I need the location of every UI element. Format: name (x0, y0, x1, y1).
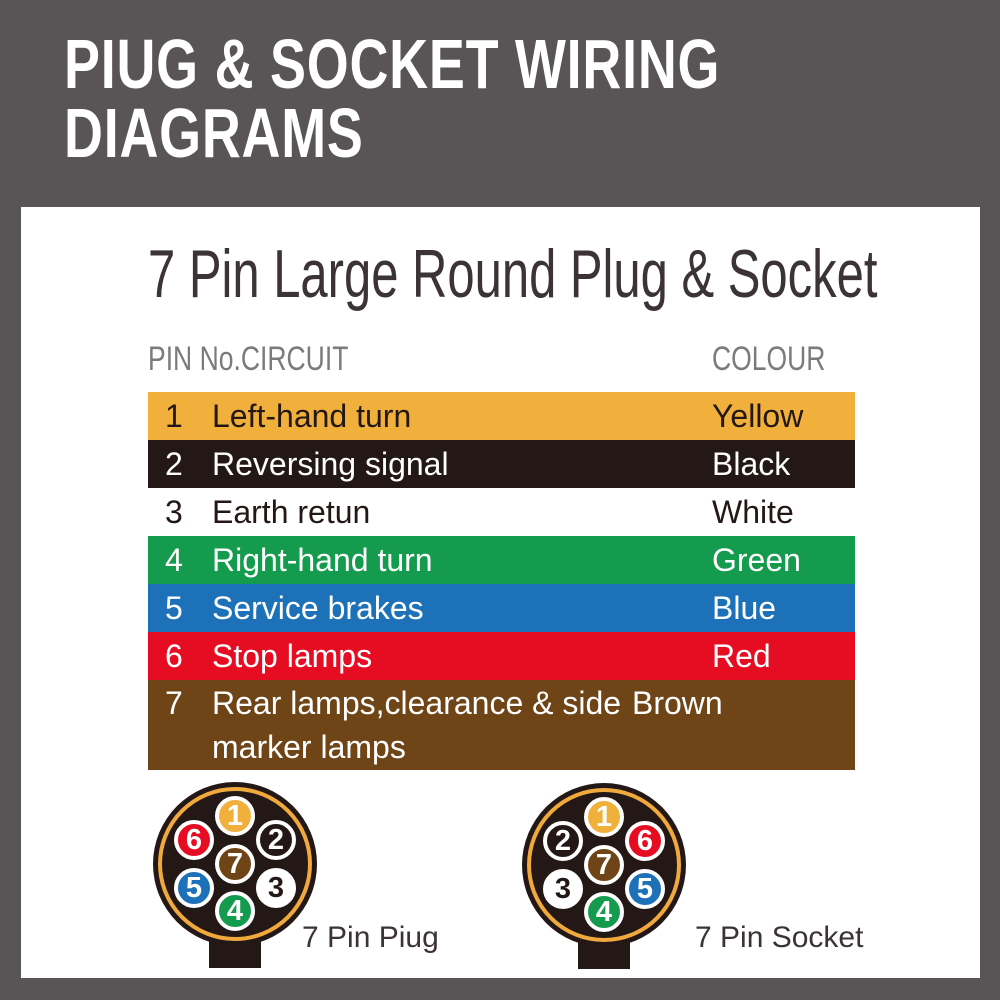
pin-number: 7 (165, 685, 183, 721)
socket-diagram (522, 783, 686, 973)
circuit-label: Reversing signal (212, 446, 449, 482)
circuit-label: Right-hand turn (212, 542, 433, 578)
pin-row-4 (148, 536, 855, 584)
plug-pin-5: 5 (174, 868, 214, 908)
column-header-circuit: PIN No.CIRCUIT (148, 340, 349, 378)
pin-number: 5 (165, 590, 183, 626)
plug-pin-6: 6 (174, 820, 214, 860)
plug-pin-3: 3 (256, 868, 296, 908)
circuit-label: Stop lamps (212, 638, 373, 674)
socket-pin-4: 4 (584, 892, 624, 932)
plug-pin-4: 4 (215, 891, 255, 931)
plug-pin-7: 7 (215, 844, 255, 884)
pin-row-6 (148, 632, 855, 680)
colour-label: Black (712, 446, 791, 482)
column-header-colour: COLOUR (712, 340, 826, 378)
colour-label: Red (712, 638, 771, 674)
pin-row-5 (148, 584, 855, 632)
colour-label: Green (712, 542, 801, 578)
page-title-line-1: PIUG & SOCKET WIRING (64, 25, 721, 103)
socket-pin-7: 7 (584, 845, 624, 885)
pin-number: 4 (165, 542, 183, 578)
pin-number: 1 (165, 398, 183, 434)
socket-pin-2: 2 (543, 821, 583, 861)
pin-row-3 (148, 488, 855, 536)
colour-label: Brown (632, 685, 723, 721)
pin-row-1 (148, 392, 855, 440)
pin-row-2 (148, 440, 855, 488)
plug-pin-1: 1 (215, 796, 255, 836)
pin-number: 6 (165, 638, 183, 674)
socket-pin-6: 6 (625, 821, 665, 861)
pin-row-7 (148, 680, 855, 770)
plug-caption: 7 Pin Piug (302, 921, 439, 954)
page-title-line-2: DIAGRAMS (64, 94, 364, 172)
socket-caption: 7 Pin Socket (695, 921, 864, 954)
page-title (64, 25, 721, 172)
socket-pin-3: 3 (543, 869, 583, 909)
content-panel (21, 207, 980, 978)
circuit-label: Earth retun (212, 494, 371, 530)
colour-label: Yellow (712, 398, 804, 434)
pin-table (148, 392, 855, 770)
pin-number: 3 (165, 494, 183, 530)
socket-pin-5: 5 (625, 869, 665, 909)
plug-body-icon (153, 782, 317, 946)
plug-pin-2: 2 (256, 820, 296, 860)
socket-pin-1: 1 (584, 797, 624, 837)
circuit-label: Rear lamps,clearance & side marker lamps (212, 685, 622, 765)
colour-label: Blue (712, 590, 777, 626)
plug-diagram (153, 782, 317, 972)
circuit-label: Left-hand turn (212, 398, 412, 434)
section-heading: 7 Pin Large Round Plug & Socket (148, 236, 878, 312)
socket-body-icon (522, 783, 686, 947)
colour-label: White (712, 494, 794, 530)
pin-number: 2 (165, 446, 183, 482)
circuit-label: Service brakes (212, 590, 424, 626)
